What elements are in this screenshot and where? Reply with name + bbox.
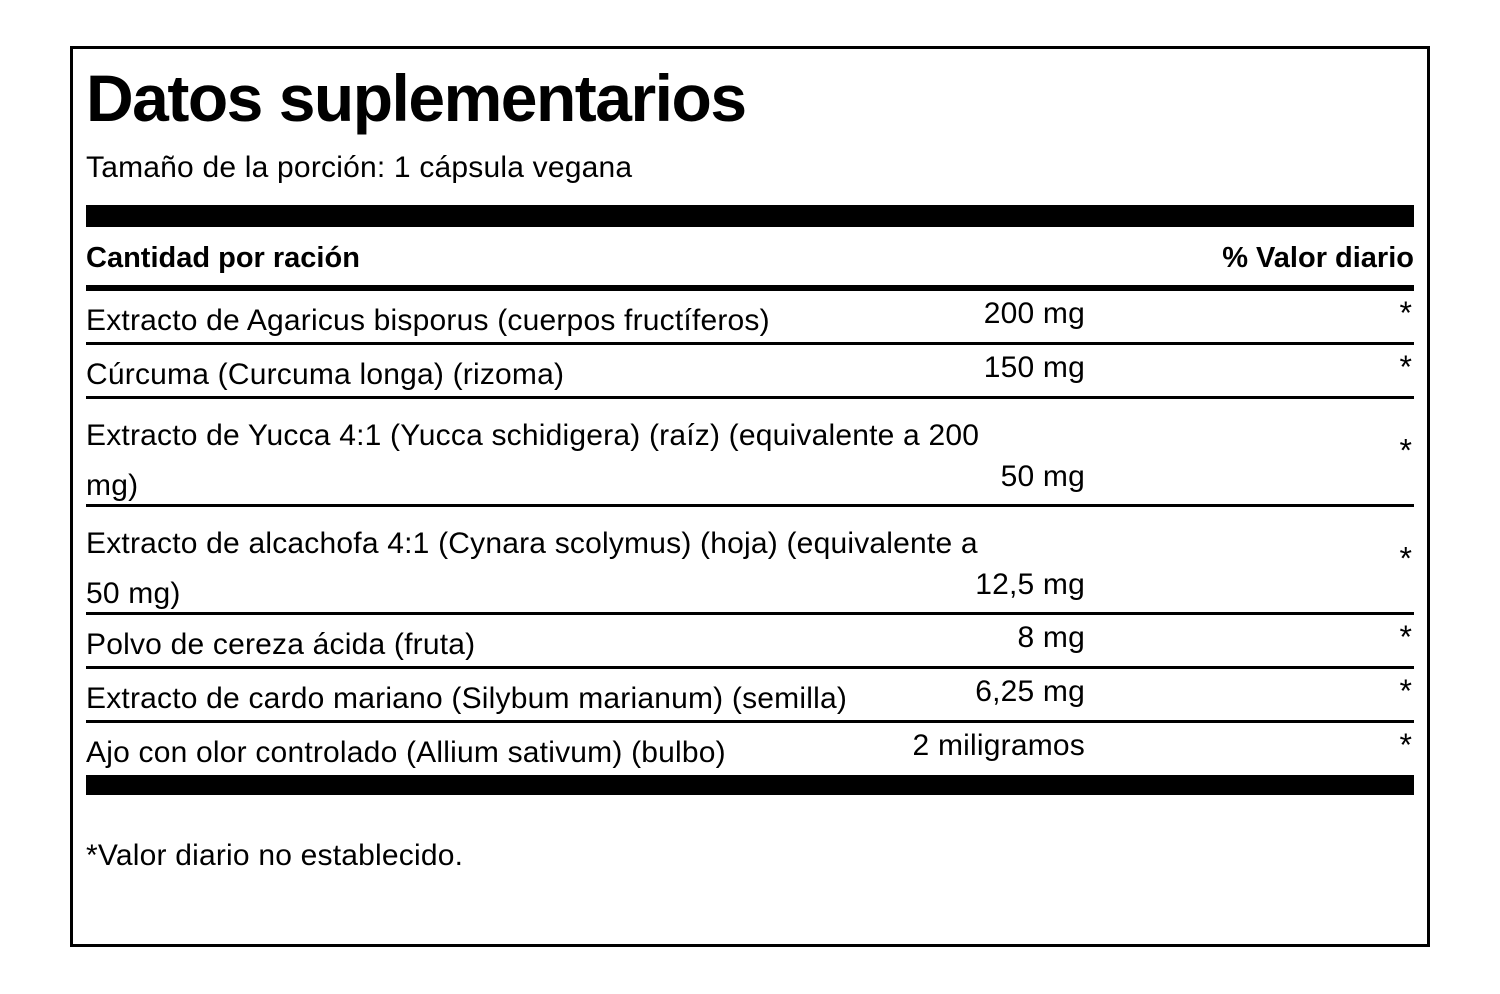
ingredient-amount: 2 miligramos [912, 728, 1085, 762]
daily-value-footnote: *Valor diario no establecido. [86, 838, 464, 872]
ingredient-amount: 8 mg [1017, 620, 1085, 654]
table-row-curcuma [86, 345, 1414, 399]
ingredient-name: Extracto de Agaricus bisporus (cuerpos fructíferos) [86, 303, 770, 337]
table-row-alcachofa [86, 507, 1414, 615]
serving-size-text: Tamaño de la porción: 1 cápsula vegana [86, 150, 633, 184]
ingredient-daily-value: * [1399, 726, 1412, 763]
ingredient-name: Extracto de cardo mariano (Silybum marianum) (semilla) [86, 681, 848, 715]
ingredient-amount: 150 mg [983, 350, 1085, 384]
divider-bar-bottom [86, 775, 1414, 795]
ingredient-name: Polvo de cereza ácida (fruta) [86, 627, 476, 661]
ingredient-amount: 6,25 mg [975, 674, 1085, 708]
table-row-ajo [86, 723, 1414, 775]
ingredient-daily-value: * [1399, 672, 1412, 709]
ingredient-amount: 200 mg [983, 296, 1085, 330]
table-row-cardo-mariano [86, 669, 1414, 723]
divider-bar-top [86, 205, 1414, 227]
ingredient-daily-value: * [1399, 348, 1412, 385]
ingredient-name: Cúrcuma (Curcuma longa) (rizoma) [86, 357, 565, 391]
amount-per-serving-header: Cantidad por ración [86, 241, 360, 274]
table-row-cereza [86, 615, 1414, 669]
ingredient-name: Ajo con olor controlado (Allium sativum) (bulbo) [86, 735, 726, 769]
table-row-yucca [86, 399, 1414, 507]
daily-value-header: % Valor diario [1222, 241, 1414, 274]
ingredient-amount: 12,5 mg [975, 567, 1085, 601]
ingredient-name: Extracto de alcachofa 4:1 (Cynara scolymus) (hoja) (equivalente a 50 mg) [86, 526, 978, 610]
ingredient-name: Extracto de Yucca 4:1 (Yucca schidigera) (raíz) (equivalente a 200 mg) [86, 418, 980, 502]
table-row-agaricus [86, 291, 1414, 345]
ingredient-daily-value: * [1399, 294, 1412, 331]
panel-title: Datos suplementarios [86, 61, 746, 135]
table-header-row [86, 227, 1414, 291]
ingredient-daily-value: * [1399, 540, 1412, 577]
supplement-facts-panel [70, 46, 1430, 947]
ingredient-amount: 50 mg [1000, 459, 1085, 493]
ingredient-daily-value: * [1399, 618, 1412, 655]
ingredient-daily-value: * [1399, 432, 1412, 469]
